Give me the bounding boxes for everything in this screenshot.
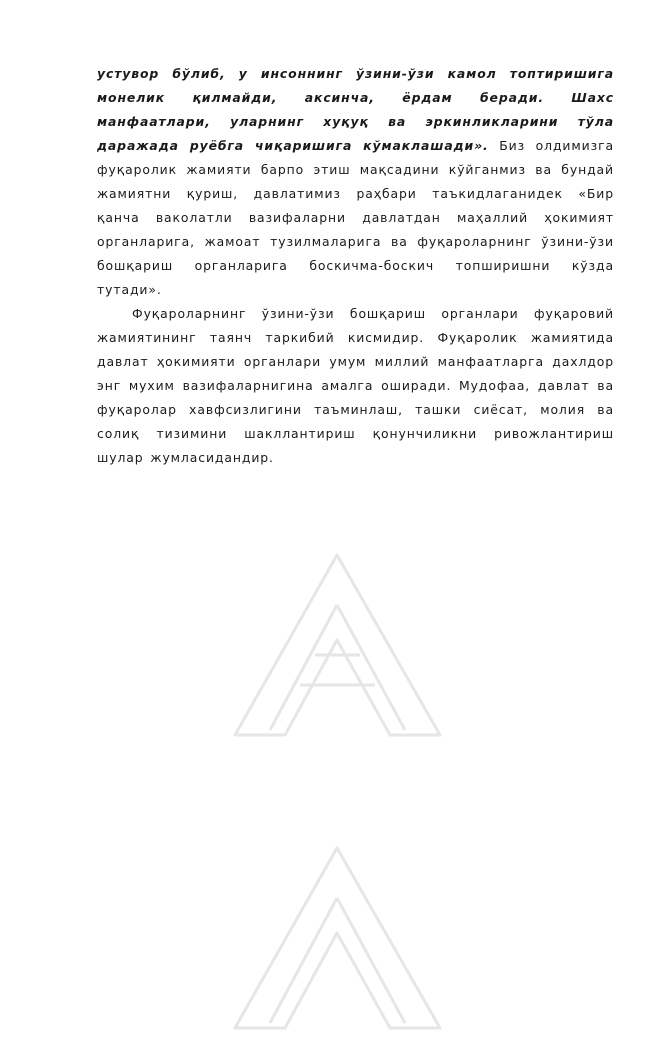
paragraph-1 — [97, 62, 614, 302]
watermark-logo-icon-2 — [225, 838, 450, 1043]
body-text — [97, 62, 614, 470]
paragraph-2: Фуқароларнинг ўзини-ўзи бошқариш органлари фуқаровий жамиятининг таянч таркибий кисмидир. Фуқаролик жамиятида давлат ҳокимияти органлари умум миллий манфаатларга дахлдор энг мухим вазифаларнигина амалга оширади. Мудофаа, давлат ва фуқаролар хавфсизлигини таъминлаш, ташки сиёсат, молия ва солиқ тизимини шакллантириш қонунчиликни ривожлантириш шулар жумласидандир. — [97, 306, 614, 465]
watermark-logo-icon — [225, 545, 450, 750]
paragraph-1-emphasis: устувор бўлиб, у инсоннинг ўзини-ўзи камол топтиришига монелик қилмайди, аксинча, ёрдам беради. Шахс манфаатлари, уларнинг хуқуқ ва эркинликларини тўла даражада руёбга чиқаришига кўмаклашади». — [97, 66, 614, 153]
paragraph-1-text: Биз олдимизга фуқаролик жамияти барпо этиш мақсадини кўйганмиз ва бундай жамиятни қуриш, давлатимиз раҳбари таъкидлаганидек «Бир қанча ваколатли вазифаларни давлатдан маҳаллий ҳокимият органларига, жамоат тузилмаларига ва фуқароларнинг ўзини-ўзи бошқариш органларига боскичма-боскич топширишни кўзда тутади». — [97, 138, 614, 297]
